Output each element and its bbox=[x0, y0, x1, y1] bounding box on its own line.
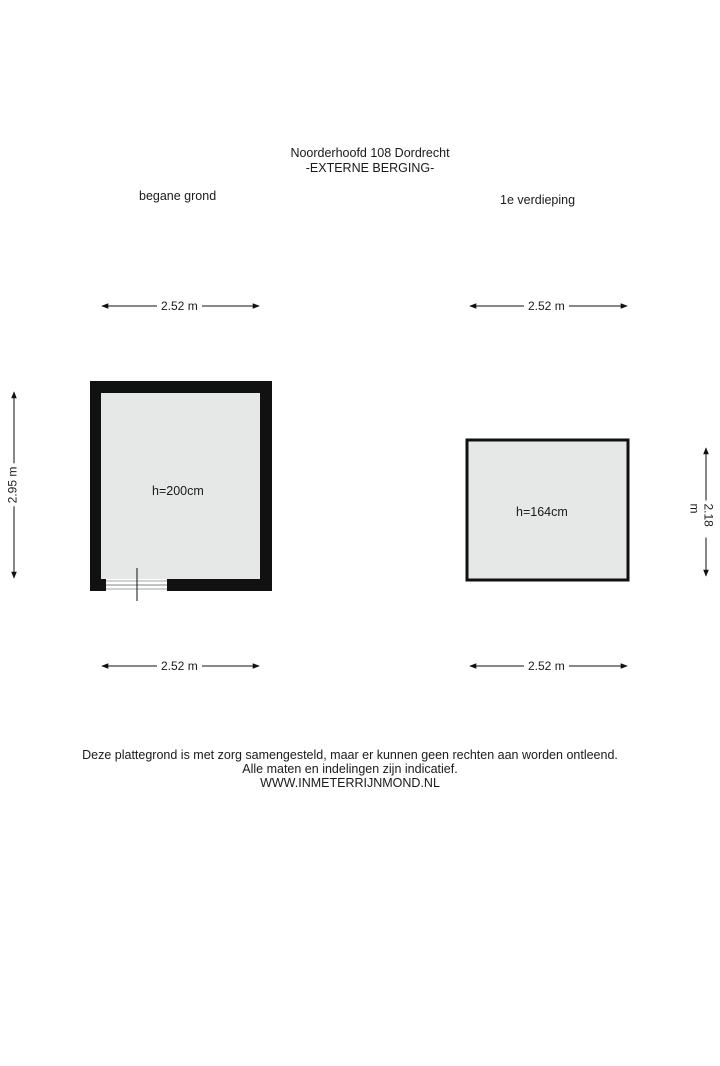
dim-label-ground-bottom: 2.52 m bbox=[157, 659, 202, 673]
dim-label-ground-depth: 2.95 m bbox=[5, 464, 19, 507]
website-url: WWW.INMETERRIJNMOND.NL bbox=[260, 776, 440, 790]
room-height-first: h=164cm bbox=[516, 505, 568, 519]
plan-address: Noorderhoofd 108 Dordrecht bbox=[290, 146, 450, 160]
floor-label-first: 1e verdieping bbox=[500, 193, 576, 207]
dim-label-first-top: 2.52 m bbox=[524, 299, 569, 313]
dim-label-first-bottom: 2.52 m bbox=[524, 659, 569, 673]
dim-label-first-depth: 2.18 m bbox=[688, 501, 716, 538]
disclaimer-line-1: Deze plattegrond is met zorg samengesteld, maar er kunnen geen rechten aan worden ontleend. bbox=[82, 748, 618, 762]
dim-label-ground-top: 2.52 m bbox=[157, 299, 202, 313]
plan-subtitle: -EXTERNE BERGING- bbox=[305, 161, 435, 175]
disclaimer-line-2: Alle maten en indelingen zijn indicatief. bbox=[242, 762, 458, 776]
room-height-ground: h=200cm bbox=[152, 484, 204, 498]
floor-label-ground: begane grond bbox=[139, 189, 217, 203]
